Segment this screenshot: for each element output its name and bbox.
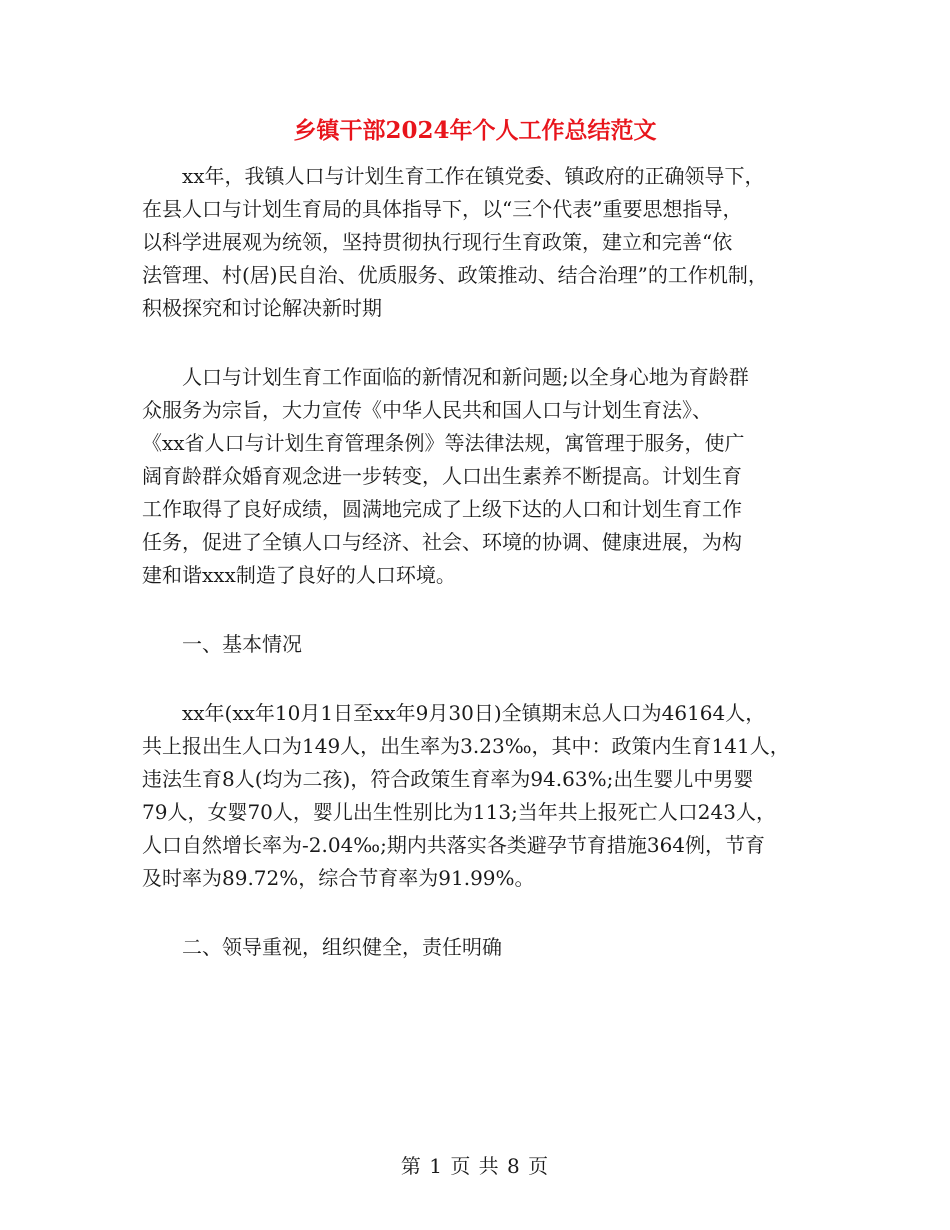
text-line: 众服务为宗旨，大力宣传《中华人民共和国人口与计划生育法》、 xyxy=(142,398,712,422)
text-line: 建和谐xxx制造了良好的人口环境。 xyxy=(142,563,456,587)
text-line: 积极探究和讨论解决新时期 xyxy=(142,296,382,320)
text-line: 法管理、村(居)民自治、优质服务、政策推动、结合治理”的工作机制， xyxy=(142,263,768,287)
text-line: 79人，女婴70人，婴儿出生性别比为113;当年共上报死亡人口243人， xyxy=(142,800,776,824)
paragraph xyxy=(142,361,832,592)
text-line: 以科学进展观为统领，坚持贯彻执行现行生育政策，建立和完善“依 xyxy=(142,230,733,254)
text-line: 共上报出生人口为149人，出生率为3.23‰，其中：政策内生育141人， xyxy=(142,734,790,758)
text-line: 工作取得了良好成绩，圆满地完成了上级下达的人口和计划生育工作 xyxy=(142,497,742,521)
text-line: 一、基本情况 xyxy=(182,632,302,656)
paragraph xyxy=(142,160,832,325)
document-body xyxy=(142,160,832,964)
text-line: 人口与计划生育工作面临的新情况和新问题;以全身心地为育龄群 xyxy=(182,365,749,389)
text-line: 《xx省人口与计划生育管理条例》等法律法规，寓管理于服务，使广 xyxy=(142,431,745,455)
text-line: xx年(xx年10月1日至xx年9月30日)全镇期末总人口为46164人， xyxy=(182,701,766,725)
text-line: 任务，促进了全镇人口与经济、社会、环境的协调、健康进展，为构 xyxy=(142,530,742,554)
text-line: 二、领导重视，组织健全，责任明确 xyxy=(182,935,502,959)
paragraph xyxy=(142,697,832,895)
text-line: 及时率为89.72%，综合节育率为91.99%。 xyxy=(142,866,535,890)
text-line: 阔育龄群众婚育观念进一步转变，人口出生素养不断提高。计划生育 xyxy=(142,464,742,488)
text-line: 在县人口与计划生育局的具体指导下，以“三个代表”重要思想指导， xyxy=(142,197,743,221)
section-heading xyxy=(142,628,832,661)
page-footer: 第 1 页 共 8 页 xyxy=(400,1154,550,1178)
text-line: 违法生育8人(均为二孩)，符合政策生育率为94.63%;出生婴儿中男婴 xyxy=(142,767,754,791)
section-heading xyxy=(142,931,832,964)
document-title: 乡镇干部2024年个人工作总结范文 xyxy=(293,117,657,144)
text-line: 人口自然增长率为-2.04‰;期内共落实各类避孕节育措施364例，节育 xyxy=(142,833,766,857)
text-line: xx年，我镇人口与计划生育工作在镇党委、镇政府的正确领导下， xyxy=(182,164,765,188)
